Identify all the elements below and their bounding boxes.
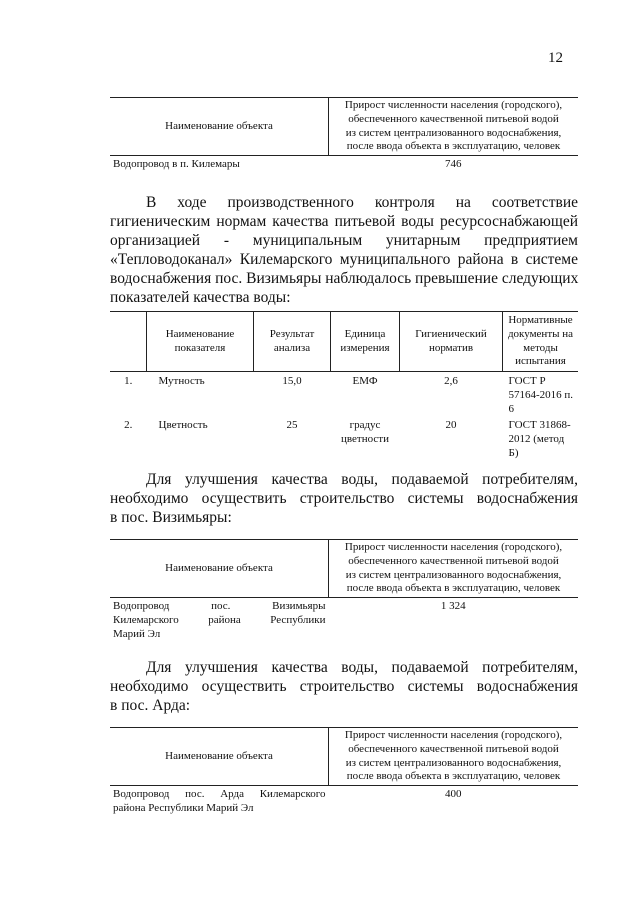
col-indicator-header: Наименование показателя [147, 312, 254, 372]
header-object-name: Наименование объекта [110, 728, 329, 786]
paragraph-arda-construction: Для улучшения качества воды, подаваемой потребителям, необходимо осуществить строительство системы водоснабжения в пос. Арда: [110, 659, 578, 714]
object-table-arda [110, 727, 578, 817]
object-name-cell: Водопровод в п. Килемары [113, 158, 240, 170]
object-table-kilemary [110, 97, 578, 173]
water-quality-table [110, 311, 578, 461]
population-value-cell: 400 [445, 788, 462, 800]
paragraph-control-findings: В ходе производственного контроля на соответствие гигиеническим нормам качества питьевой воды ресурсоснабжающей организацией - муниципальным унитарным предприятием «Тепловодоканал» Килемарского муниципального района в системе водоснабжения пос. Визимьяры наблюдалось превышение следующих показателей качества воды: [110, 194, 579, 306]
object-table-vizimyary [110, 539, 578, 642]
population-value-cell: 746 [445, 158, 462, 170]
header-object-name: Наименование объекта [110, 540, 329, 598]
table-row: 2. Цветность 25 градус цветности 20 ГОСТ 31868-2012 (метод Б) [124, 419, 571, 459]
table-row: 1. Мутность 15,0 ЕМФ 2,6 ГОСТ Р 57164-2016 п. 6 [124, 375, 574, 415]
col-unit-header: Единица измерения [331, 312, 400, 372]
col-norm-header: Гигиенический норматив [400, 312, 503, 372]
object-name-cell: Водопровод пос. Арда Килемарского района Республики Марий Эл [113, 788, 326, 814]
col-number-header [110, 312, 147, 372]
population-value-cell: 1 324 [440, 600, 466, 612]
header-population-growth: Прирост численности населения (городского), обеспеченного качественной питьевой водой из систем централизованного водоснабжения, после ввода объекта в эксплуатацию, человек [329, 728, 579, 786]
object-name-cell: Водопровод пос. Визимьяры Килемарского района Республики Марий Эл [113, 600, 326, 640]
col-documents-header: Нормативные документы на методы испытания [503, 312, 579, 372]
header-population-growth: Прирост численности населения (городского), обеспеченного качественной питьевой водой из систем централизованного водоснабжения, после ввода объекта в эксплуатацию, человек [329, 540, 579, 598]
header-population-growth: Прирост численности населения (городского), обеспеченного качественной питьевой водой из систем централизованного водоснабжения, после ввода объекта в эксплуатацию, человек [329, 98, 579, 156]
col-result-header: Результат анализа [254, 312, 331, 372]
page-number: 12 [548, 50, 563, 66]
header-object-name: Наименование объекта [110, 98, 329, 156]
paragraph-vizimyary-construction: Для улучшения качества воды, подаваемой потребителям, необходимо осуществить строительство системы водоснабжения в пос. Визимьяры: [110, 471, 578, 526]
